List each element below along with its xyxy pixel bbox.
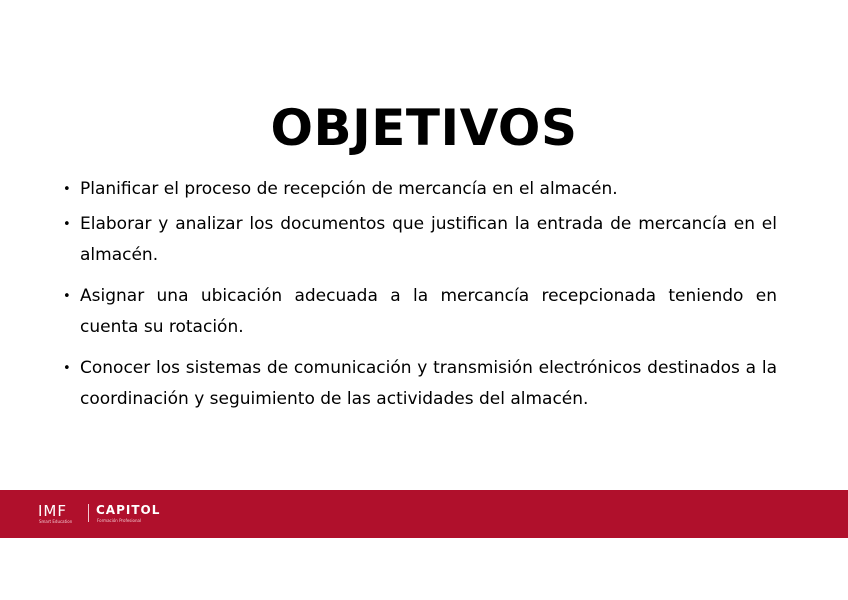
capitol-logo-text: CAPITOL [96,503,161,517]
imf-tagline: Smart Education [39,519,73,524]
slide-title: OBJETIVOS [270,99,578,157]
objective-item [60,353,777,415]
objective-item [60,281,777,343]
bullet-icon: • [63,217,71,232]
objectives-list [60,174,777,425]
objective-text: Asignar una ubicación adecuada a la mercancía recepcionada teniendo en cuenta su rotación. [80,286,777,337]
objective-item [60,174,777,205]
objective-text: Planificar el proceso de recepción de mercancía en el almacén. [80,179,618,199]
logo-divider [88,504,89,522]
capitol-tagline: Formación Profesional [97,518,142,523]
imf-logo-text: IMF [38,502,67,520]
bullet-icon: • [63,289,71,304]
bullet-icon: • [63,182,71,197]
objective-text: Conocer los sistemas de comunicación y transmisión electrónicos destinados a la coordinación y seguimiento de las actividades del almacén. [80,358,777,409]
objective-text: Elaborar y analizar los documentos que justifican la entrada de mercancía en el almacén. [80,214,777,265]
bullet-icon: • [63,361,71,376]
footer-band [0,490,848,538]
objective-item [60,209,777,271]
